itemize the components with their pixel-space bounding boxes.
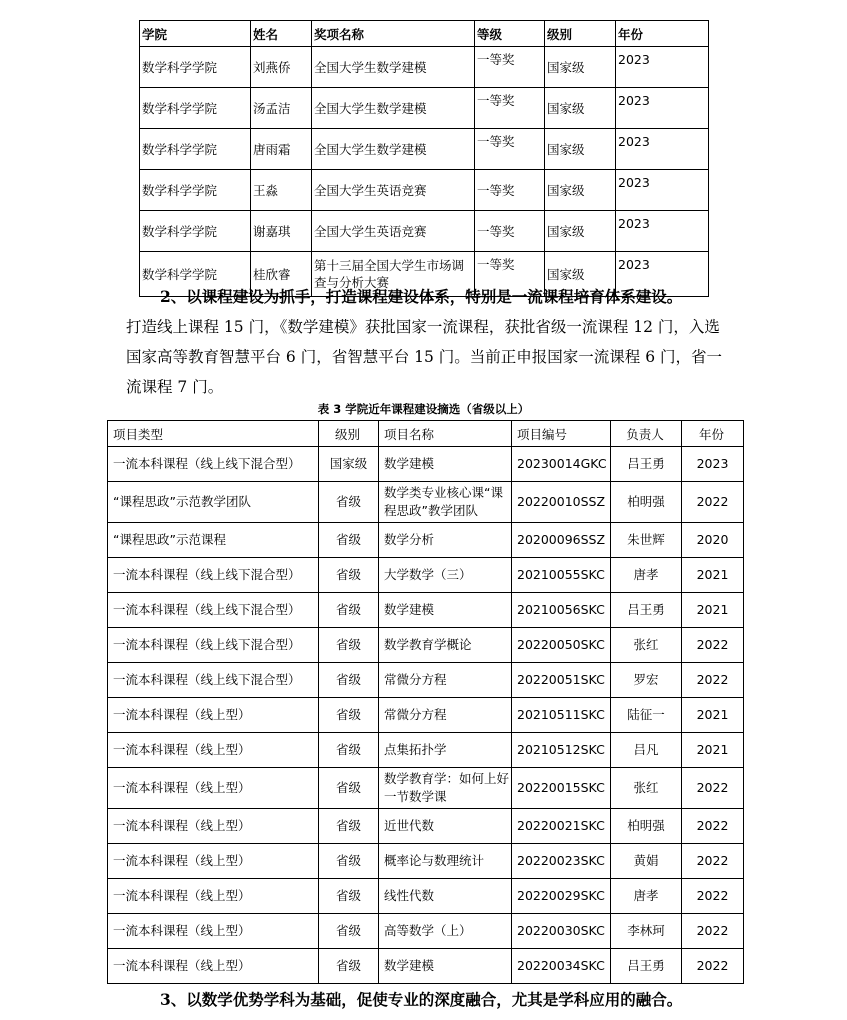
leader-cell: 吕王勇 [611, 949, 682, 984]
leader-cell: 黄娟 [611, 844, 682, 879]
header-cell: 年份 [682, 421, 744, 447]
project-name-cell: 概率论与数理统计 [379, 844, 512, 879]
header-cell: 级别 [319, 421, 379, 447]
header-cell: 项目类型 [108, 421, 319, 447]
award-name-cell: 第十三届全国大学生市场调查与分析大赛 [312, 252, 475, 297]
level-cell: 省级 [319, 879, 379, 914]
grade-cell: 一等奖 [475, 88, 545, 129]
project-name-cell: 常微分方程 [379, 663, 512, 698]
college-cell: 数学科学学院 [140, 47, 251, 88]
project-number-cell: 20210056SKC [512, 593, 611, 628]
project-type-cell: 一流本科课程（线上型） [108, 844, 319, 879]
leader-cell: 朱世辉 [611, 523, 682, 558]
header-cell: 项目名称 [379, 421, 512, 447]
year-cell: 2022 [682, 628, 744, 663]
section-2-body: 打造线上课程 15 门，《数学建模》获批国家一流课程，获批省级一流课程 12 门，入选国家高等教育智慧平台 6 门，省智慧平台 15 门。当前正申报国家一流课程 6 门，省一流课程 7 门。 [126, 318, 723, 396]
table-row [108, 768, 744, 809]
table-row [140, 47, 709, 88]
table-3-caption: 表 3 学院近年课程建设摘选（省级以上） [317, 402, 530, 416]
year-cell: 2023 [682, 447, 744, 482]
header-cell: 级别 [545, 21, 616, 47]
project-name-cell: 近世代数 [379, 809, 512, 844]
leader-cell: 吕王勇 [611, 447, 682, 482]
level-cell: 省级 [319, 628, 379, 663]
grade-cell: 一等奖 [475, 211, 545, 252]
year-cell: 2022 [682, 768, 744, 809]
table-row [108, 879, 744, 914]
name-cell: 桂欣睿 [251, 252, 312, 297]
project-number-cell: 20220030SKC [512, 914, 611, 949]
college-cell: 数学科学学院 [140, 170, 251, 211]
level-cell: 国家级 [545, 211, 616, 252]
course-construction-table [107, 420, 744, 984]
course-table-header [108, 421, 744, 447]
project-type-cell: 一流本科课程（线上型） [108, 733, 319, 768]
level-cell: 国家级 [545, 129, 616, 170]
award-name-cell: 全国大学生英语竞赛 [312, 170, 475, 211]
project-number-cell: 20220029SKC [512, 879, 611, 914]
year-cell: 2022 [682, 809, 744, 844]
year-cell: 2022 [682, 482, 744, 523]
table-row [108, 809, 744, 844]
project-name-cell: 大学数学（三） [379, 558, 512, 593]
name-cell: 唐雨霜 [251, 129, 312, 170]
table-row [108, 733, 744, 768]
level-cell: 省级 [319, 949, 379, 984]
level-cell: 省级 [319, 593, 379, 628]
level-cell: 省级 [319, 914, 379, 949]
project-number-cell: 20220023SKC [512, 844, 611, 879]
level-cell: 省级 [319, 733, 379, 768]
section-2-heading: 2、以课程建设为抓手，打造课程建设体系，特别是一流课程培育体系建设。 [160, 287, 683, 306]
year-cell: 2020 [682, 523, 744, 558]
project-number-cell: 20210512SKC [512, 733, 611, 768]
table-row [108, 698, 744, 733]
project-number-cell: 20210055SKC [512, 558, 611, 593]
level-cell: 省级 [319, 558, 379, 593]
project-name-cell: 数学教育学：如何上好一节数学课 [379, 768, 512, 809]
grade-cell: 一等奖 [475, 170, 545, 211]
year-cell: 2022 [682, 844, 744, 879]
table-row [140, 129, 709, 170]
leader-cell: 罗宏 [611, 663, 682, 698]
level-cell: 省级 [319, 809, 379, 844]
project-name-cell: 数学建模 [379, 949, 512, 984]
project-type-cell: 一流本科课程（线上型） [108, 698, 319, 733]
award-name-cell: 全国大学生数学建模 [312, 129, 475, 170]
section-3-heading: 3、以数学优势学科为基础，促使专业的深度融合，尤其是学科应用的融合。 [160, 990, 683, 1009]
college-cell: 数学科学学院 [140, 211, 251, 252]
project-number-cell: 20200096SSZ [512, 523, 611, 558]
project-name-cell: 数学教育学概论 [379, 628, 512, 663]
header-cell: 学院 [140, 21, 251, 47]
name-cell: 谢嘉琪 [251, 211, 312, 252]
project-number-cell: 20230014GKC [512, 447, 611, 482]
level-cell: 省级 [319, 698, 379, 733]
project-name-cell: 数学建模 [379, 447, 512, 482]
year-cell: 2023 [616, 47, 709, 88]
grade-cell: 一等奖 [475, 129, 545, 170]
year-cell: 2022 [682, 879, 744, 914]
project-type-cell: 一流本科课程（线上线下混合型） [108, 558, 319, 593]
project-number-cell: 20220021SKC [512, 809, 611, 844]
project-type-cell: 一流本科课程（线上型） [108, 879, 319, 914]
leader-cell: 柏明强 [611, 482, 682, 523]
year-cell: 2023 [616, 211, 709, 252]
project-type-cell: 一流本科课程（线上型） [108, 914, 319, 949]
leader-cell: 吕王勇 [611, 593, 682, 628]
project-number-cell: 20210511SKC [512, 698, 611, 733]
table-row [108, 593, 744, 628]
project-name-cell: 常微分方程 [379, 698, 512, 733]
project-name-cell: 线性代数 [379, 879, 512, 914]
table-row [108, 482, 744, 523]
awards-table [139, 20, 709, 297]
leader-cell: 唐孝 [611, 879, 682, 914]
project-type-cell: “课程思政”示范教学团队 [108, 482, 319, 523]
project-type-cell: “课程思政”示范课程 [108, 523, 319, 558]
header-cell: 姓名 [251, 21, 312, 47]
level-cell: 省级 [319, 663, 379, 698]
project-type-cell: 一流本科课程（线上线下混合型） [108, 663, 319, 698]
header-cell: 奖项名称 [312, 21, 475, 47]
project-name-cell: 数学分析 [379, 523, 512, 558]
table-row [108, 949, 744, 984]
project-name-cell: 高等数学（上） [379, 914, 512, 949]
year-cell: 2022 [682, 949, 744, 984]
project-type-cell: 一流本科课程（线上型） [108, 949, 319, 984]
leader-cell: 唐孝 [611, 558, 682, 593]
table-row [140, 211, 709, 252]
table-row [108, 914, 744, 949]
awards-table-header [140, 21, 709, 47]
year-cell: 2021 [682, 558, 744, 593]
level-cell: 国家级 [319, 447, 379, 482]
level-cell: 省级 [319, 482, 379, 523]
project-type-cell: 一流本科课程（线上型） [108, 768, 319, 809]
table-row [108, 558, 744, 593]
table-row [108, 447, 744, 482]
year-cell: 2022 [682, 663, 744, 698]
level-cell: 省级 [319, 768, 379, 809]
table-row [108, 844, 744, 879]
table-row [140, 170, 709, 211]
table-row [108, 663, 744, 698]
name-cell: 刘燕侨 [251, 47, 312, 88]
level-cell: 国家级 [545, 252, 616, 297]
header-cell: 负责人 [611, 421, 682, 447]
project-number-cell: 20220015SKC [512, 768, 611, 809]
level-cell: 省级 [319, 523, 379, 558]
year-cell: 2022 [682, 914, 744, 949]
project-number-cell: 20220034SKC [512, 949, 611, 984]
project-type-cell: 一流本科课程（线上线下混合型） [108, 628, 319, 663]
header-cell: 等级 [475, 21, 545, 47]
leader-cell: 陆征一 [611, 698, 682, 733]
leader-cell: 柏明强 [611, 809, 682, 844]
level-cell: 国家级 [545, 88, 616, 129]
name-cell: 汤孟洁 [251, 88, 312, 129]
header-cell: 年份 [616, 21, 709, 47]
leader-cell: 张红 [611, 768, 682, 809]
project-name-cell: 数学类专业核心课“课程思政”教学团队 [379, 482, 512, 523]
college-cell: 数学科学学院 [140, 129, 251, 170]
name-cell: 王淼 [251, 170, 312, 211]
table-row [140, 88, 709, 129]
year-cell: 2021 [682, 698, 744, 733]
year-cell: 2023 [616, 252, 709, 297]
project-type-cell: 一流本科课程（线上型） [108, 809, 319, 844]
year-cell: 2023 [616, 88, 709, 129]
college-cell: 数学科学学院 [140, 88, 251, 129]
project-type-cell: 一流本科课程（线上线下混合型） [108, 593, 319, 628]
year-cell: 2023 [616, 129, 709, 170]
award-name-cell: 全国大学生数学建模 [312, 47, 475, 88]
level-cell: 国家级 [545, 170, 616, 211]
level-cell: 国家级 [545, 47, 616, 88]
leader-cell: 张红 [611, 628, 682, 663]
grade-cell: 一等奖 [475, 252, 545, 297]
header-cell: 项目编号 [512, 421, 611, 447]
project-number-cell: 20220051SKC [512, 663, 611, 698]
level-cell: 省级 [319, 844, 379, 879]
table-row [108, 523, 744, 558]
project-name-cell: 数学建模 [379, 593, 512, 628]
grade-cell: 一等奖 [475, 47, 545, 88]
leader-cell: 吕凡 [611, 733, 682, 768]
leader-cell: 李林珂 [611, 914, 682, 949]
year-cell: 2021 [682, 733, 744, 768]
award-name-cell: 全国大学生数学建模 [312, 88, 475, 129]
year-cell: 2021 [682, 593, 744, 628]
college-cell: 数学科学学院 [140, 252, 251, 297]
project-type-cell: 一流本科课程（线上线下混合型） [108, 447, 319, 482]
year-cell: 2023 [616, 170, 709, 211]
table-row [108, 628, 744, 663]
project-number-cell: 20220010SSZ [512, 482, 611, 523]
project-name-cell: 点集拓扑学 [379, 733, 512, 768]
project-number-cell: 20220050SKC [512, 628, 611, 663]
award-name-cell: 全国大学生英语竞赛 [312, 211, 475, 252]
